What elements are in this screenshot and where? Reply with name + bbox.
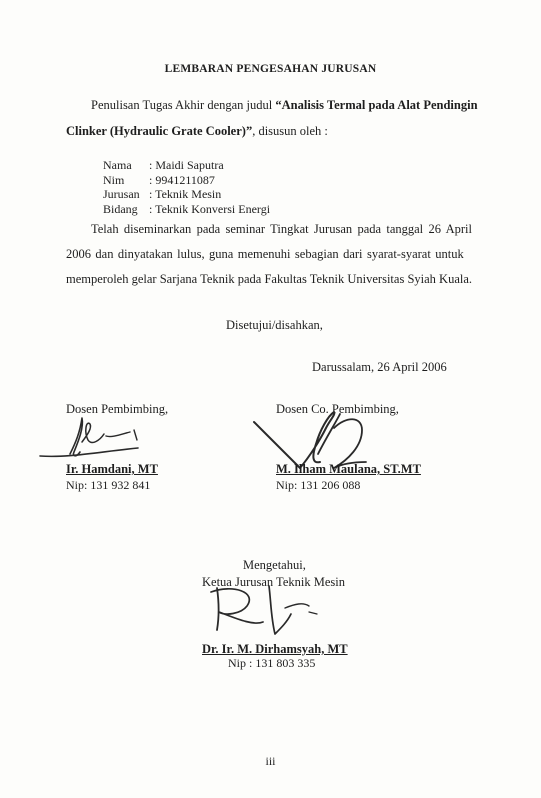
thesis-title-part-1: “Analisis Termal pada Alat Pendingin bbox=[275, 98, 478, 112]
supervisor2-role: Dosen Co. Pembimbing, bbox=[276, 402, 399, 416]
field-row-name bbox=[103, 158, 270, 173]
head-role: Ketua Jurusan Teknik Mesin bbox=[202, 575, 345, 589]
supervisor1-nip: Nip: 131 932 841 bbox=[66, 478, 151, 492]
supervisor2-nip: Nip: 131 206 088 bbox=[276, 478, 361, 492]
field-row-field bbox=[103, 202, 270, 217]
intro-suffix: , disusun oleh : bbox=[252, 124, 328, 138]
body-line-3: memperoleh gelar Sarjana Teknik pada Fakultas Teknik Universitas Syiah Kuala. bbox=[66, 272, 473, 286]
supervisor1-role: Dosen Pembimbing, bbox=[66, 402, 169, 416]
field-label: Nama bbox=[103, 158, 132, 172]
page-number: iii bbox=[265, 754, 276, 768]
intro-line-1 bbox=[91, 93, 478, 118]
field-value: : Teknik Mesin bbox=[149, 187, 222, 201]
body-line-1: Telah diseminarkan pada seminar Tingkat Jurusan pada tanggal 26 April bbox=[91, 222, 472, 236]
field-label: Nim bbox=[103, 172, 125, 187]
acknowledged-label: Mengetahui, bbox=[243, 558, 306, 572]
head-name: Dr. Ir. M. Dirhamsyah, MT bbox=[202, 642, 348, 656]
field-label: Bidang bbox=[103, 201, 138, 216]
intro-prefix: Penulisan Tugas Akhir dengan judul bbox=[91, 98, 276, 112]
place-date: Darussalam, 26 April 2006 bbox=[312, 360, 447, 374]
head-nip: Nip : 131 803 335 bbox=[228, 656, 316, 670]
head-signature bbox=[205, 578, 330, 643]
approval-text: Disetujui/disahkan, bbox=[226, 318, 323, 332]
field-value: : 9941211087 bbox=[149, 172, 215, 187]
supervisor2-name: M. Ilham Maulana, ST.MT bbox=[276, 462, 421, 476]
field-row-nim bbox=[103, 173, 270, 188]
body-line-2: 2006 dan dinyatakan lulus, guna memenuhi sebagian dari syarat-syarat untuk bbox=[66, 247, 464, 261]
field-label: Jurusan bbox=[103, 187, 140, 201]
intro-line-2 bbox=[66, 119, 328, 144]
thesis-title-part-2: Clinker (Hydraulic Grate Cooler)” bbox=[66, 124, 253, 138]
page-title: LEMBARAN PENGESAHAN JURUSAN bbox=[164, 63, 377, 75]
field-row-department bbox=[103, 187, 270, 202]
supervisor1-name: Ir. Hamdani, MT bbox=[66, 462, 158, 476]
author-fields bbox=[103, 158, 270, 216]
field-value: : Maidi Saputra bbox=[149, 158, 224, 172]
field-value: : Teknik Konversi Energi bbox=[149, 201, 271, 216]
